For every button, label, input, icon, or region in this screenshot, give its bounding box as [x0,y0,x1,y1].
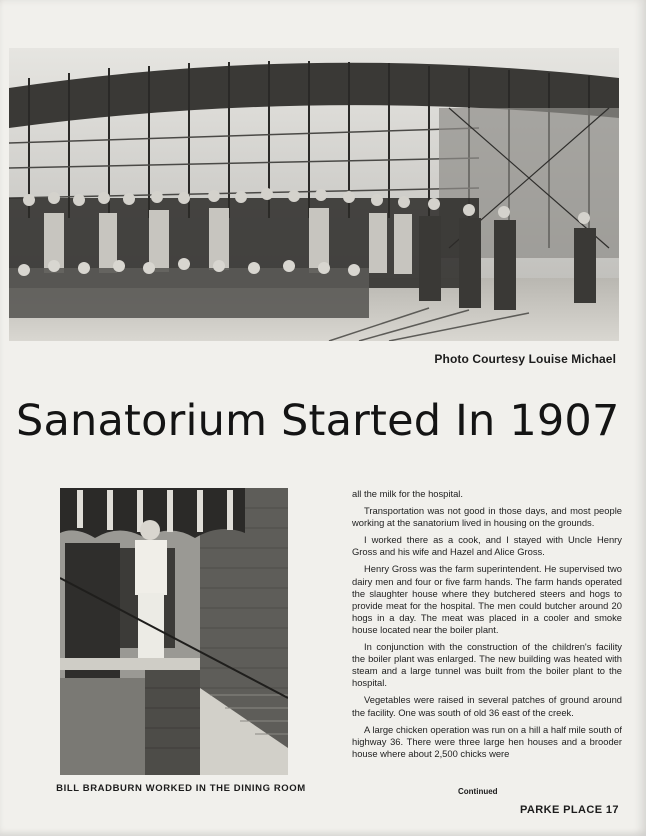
page-footer: PARKE PLACE 17 [520,804,619,816]
page-title: Sanatorium Started In 1907 [16,396,620,446]
construction-crew-photo-graphic [9,48,619,341]
man-on-porch-photo [60,488,288,775]
article-paragraph: A large chicken operation was run on a hill a half mile south of highway 36. There were three large hen houses and a brooder house where about 2,500 chicks were [352,723,622,759]
construction-crew-photo [9,48,619,341]
article-paragraph: In conjunction with the construction of the children's facility the boiler plant was enlarged. The new building was heated with steam and a large tunnel was built from the boiler plant to the hospital. [352,641,622,689]
article-paragraph: all the milk for the hospital. [352,488,463,499]
photo-credit: Photo Courtesy Louise Michael [434,352,616,366]
article-paragraph: Vegetables were raised in several patches of ground around the facility. One was south of old 36 east of the creek. [352,694,622,718]
man-on-porch-graphic [60,488,288,775]
continued-label: Continued [458,787,498,796]
article-paragraph: Henry Gross was the farm superintendent. He supervised two dairy men and four or five farm hands. The farm hands operated the slaughter house where they butchered steers and hogs to provide meat for the hospital. The men could butcher around 20 hogs in a day. The meat was placed in a cooler and smoke house located near the boiler plant. [352,563,622,635]
article-paragraph: Transportation was not good in those days, and most people working at the sanatorium lived in housing on the grounds. [352,505,622,529]
photo-caption: BILL BRADBURN WORKED IN THE DINING ROOM [56,783,306,794]
article-paragraph: I worked there as a cook, and I stayed with Uncle Henry Gross and his wife and Hazel and Alice Gross. [352,534,622,558]
article-body [352,488,622,765]
